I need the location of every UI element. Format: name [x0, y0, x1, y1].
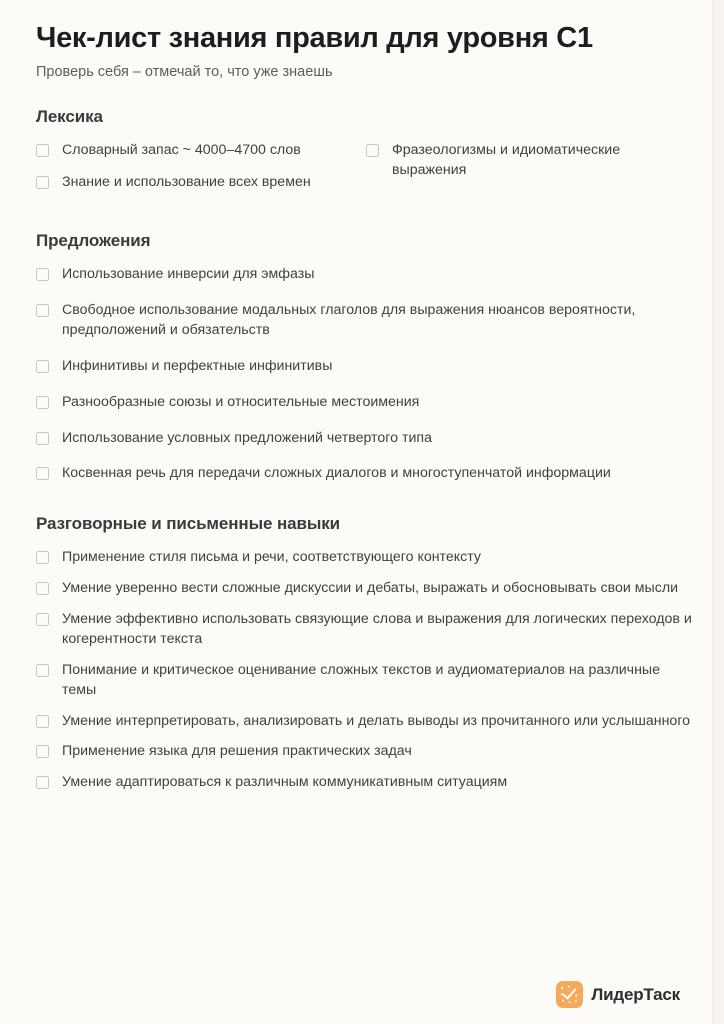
checklist-item-label: Фразеологизмы и идиоматические выражения [392, 142, 621, 179]
section-navyki [36, 514, 698, 793]
checklist-item-label: Разнообразные союзы и относительные местоимения [62, 393, 420, 410]
checklist-item[interactable] [36, 579, 698, 599]
checklist-item[interactable] [36, 301, 698, 341]
checkbox[interactable] [36, 613, 49, 626]
checkmark-sparkle-icon [556, 981, 583, 1008]
checklist-item-label: Применение языка для решения практических задач [62, 743, 412, 760]
checklist-item[interactable] [36, 357, 698, 377]
checklist-item[interactable] [36, 548, 698, 568]
checklist-items [36, 141, 698, 205]
checklist-item[interactable] [36, 712, 698, 732]
checklist-item-label: Умение адаптироваться к различным коммуникативным ситуациям [62, 774, 508, 791]
checklist-item[interactable] [36, 429, 698, 449]
checklist-column-left [36, 141, 366, 205]
checkbox[interactable] [36, 664, 49, 677]
checklist-item[interactable] [36, 742, 698, 762]
checklist-item-label: Умение уверенно вести сложные дискуссии и дебаты, выражать и обосновывать свои мысли [62, 580, 679, 597]
page-subtitle: Проверь себя – отмечай то, что уже знаешь [36, 63, 333, 80]
checkbox[interactable] [36, 715, 49, 728]
checklist-item[interactable] [36, 773, 698, 793]
checklist-item[interactable] [366, 141, 698, 181]
checklist-item-label: Свободное использование модальных глаголов для выражения нюансов вероятности, предположений и обязательств [62, 302, 636, 338]
checklist-item-label: Использование инверсии для эмфазы [62, 266, 315, 283]
section-heading: Лексика [36, 107, 103, 127]
checklist-item-label: Знание и использование всех времен [62, 174, 311, 191]
checklist-item[interactable] [36, 393, 698, 413]
checkbox[interactable] [36, 432, 49, 445]
section-heading: Разговорные и письменные навыки [36, 514, 341, 534]
checklist-item-label: Использование условных предложений четвертого типа [62, 429, 432, 446]
checkbox[interactable] [36, 144, 49, 157]
section-heading: Предложения [36, 231, 151, 251]
checklist-items [36, 265, 698, 484]
checkbox[interactable] [36, 467, 49, 480]
checklist-item[interactable] [36, 610, 698, 650]
checklist-item-label: Понимание и критическое оценивание сложных текстов и аудиоматериалов на различные темы [62, 661, 660, 698]
checkbox[interactable] [36, 551, 49, 564]
checkbox[interactable] [36, 396, 49, 409]
brand-footer [556, 981, 680, 1008]
page-title: Чек-лист знания правил для уровня C1 [36, 22, 593, 54]
checklist-item-label: Инфинитивы и перфектные инфинитивы [62, 357, 333, 374]
checklist-item[interactable] [36, 661, 698, 701]
checklist-item-label: Косвенная речь для передачи сложных диалогов и многоступенчатой информации [62, 465, 611, 482]
checklist-item[interactable] [36, 173, 366, 193]
checklist-items [36, 548, 698, 793]
checkbox[interactable] [36, 360, 49, 373]
checkbox[interactable] [36, 745, 49, 758]
checkbox[interactable] [36, 776, 49, 789]
checklist-item-label: Словарный запас ~ 4000–4700 слов [62, 142, 301, 159]
checkbox[interactable] [366, 144, 379, 157]
brand-name: ЛидерТаск [591, 984, 680, 1004]
section-lexика [36, 107, 698, 205]
checklist-item-label: Применение стиля письма и речи, соответствующего контексту [62, 549, 481, 566]
checklist-item[interactable] [36, 464, 698, 484]
checkbox[interactable] [36, 582, 49, 595]
checkbox[interactable] [36, 176, 49, 189]
section-predlozheniya [36, 231, 698, 484]
checkbox[interactable] [36, 268, 49, 281]
checklist-item-label: Умение интерпретировать, анализировать и делать выводы из прочитанного или услышанного [62, 712, 691, 729]
checklist-column-right [366, 141, 698, 193]
checklist-item[interactable] [36, 141, 366, 161]
checklist-item-label: Умение эффективно использовать связующие слова и выражения для логических переходов и когерентности текста [62, 611, 692, 647]
checkbox[interactable] [36, 304, 49, 317]
checklist-item[interactable] [36, 265, 698, 285]
